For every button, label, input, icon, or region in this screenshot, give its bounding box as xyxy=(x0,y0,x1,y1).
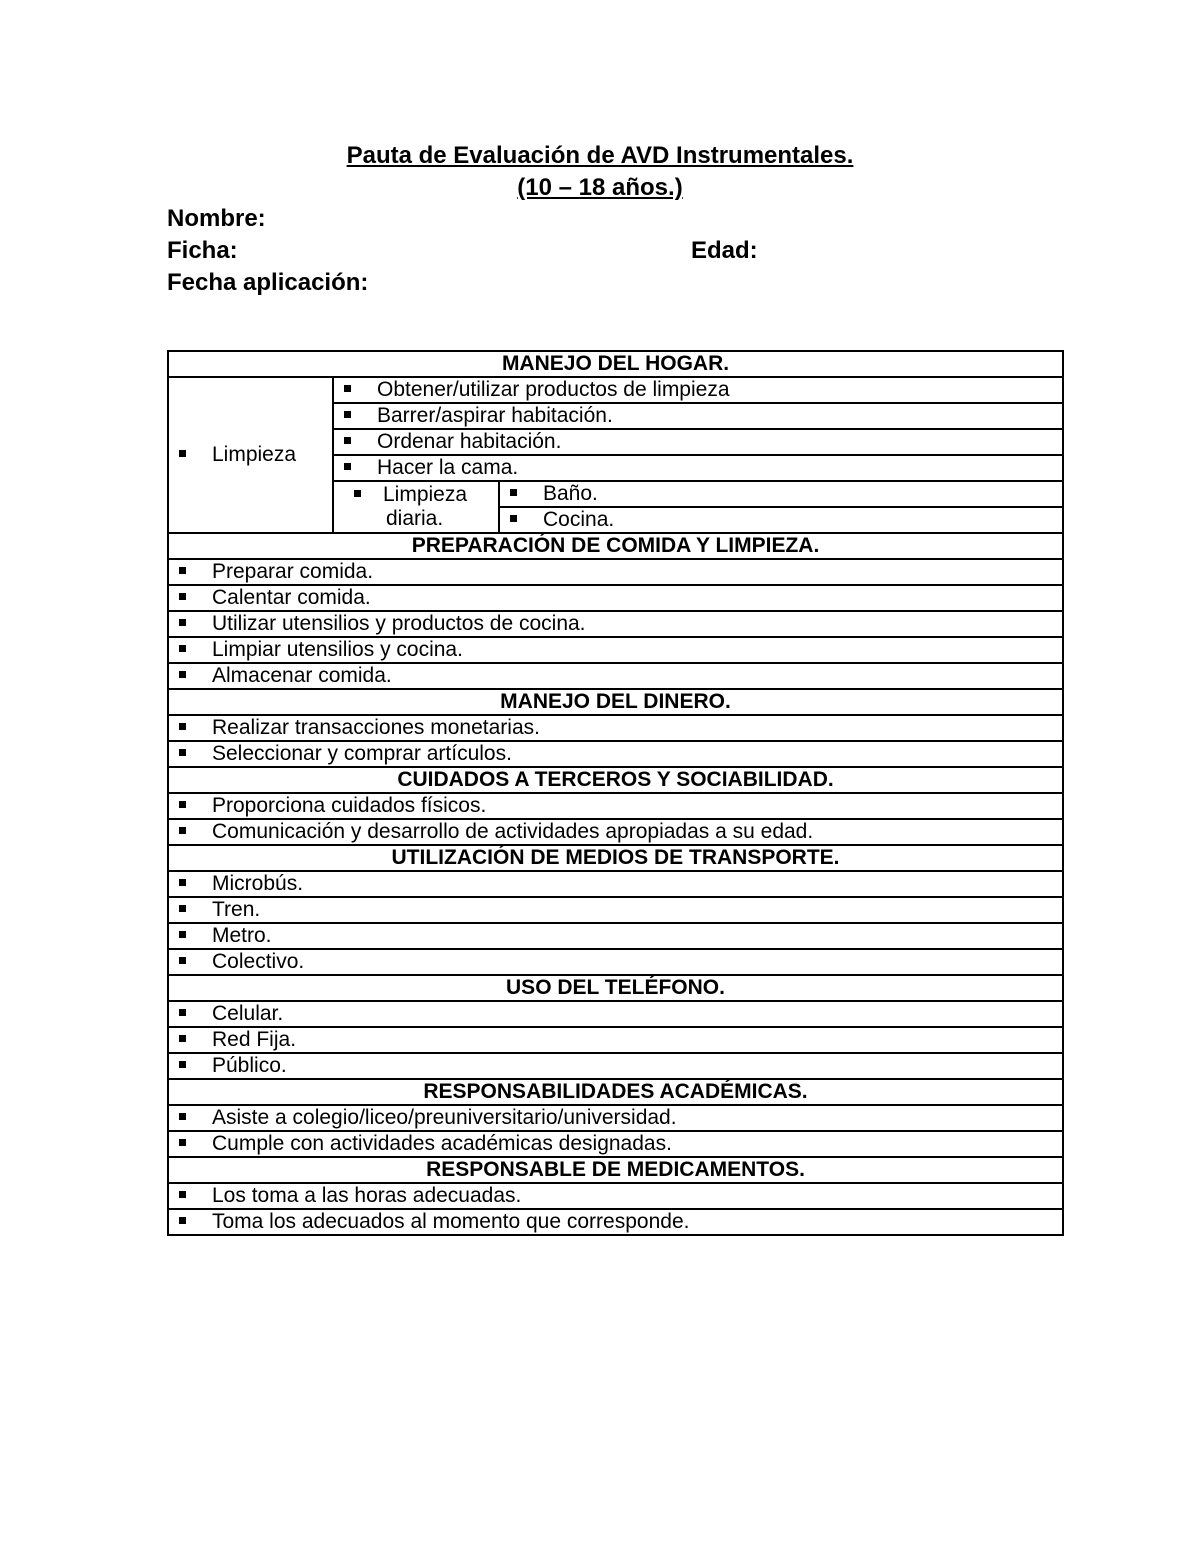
item-text: Celular. xyxy=(212,1002,284,1025)
bullet-icon xyxy=(179,450,186,457)
list-item xyxy=(168,559,1063,585)
item-text: Ordenar habitación. xyxy=(377,430,562,453)
list-item xyxy=(168,1001,1063,1027)
limpieza-diaria-cell xyxy=(333,481,499,533)
table-row xyxy=(168,1053,1063,1079)
item-text: Cocina. xyxy=(543,508,615,531)
bullet-icon xyxy=(179,957,186,964)
table-row xyxy=(168,611,1063,637)
list-item xyxy=(499,481,1063,507)
bullet-icon xyxy=(344,385,351,392)
list-item xyxy=(333,455,1063,481)
table-row xyxy=(168,1027,1063,1053)
diaria-label-line1: Limpieza xyxy=(383,483,468,506)
bullet-icon xyxy=(179,723,186,730)
bullet-icon xyxy=(179,1139,186,1146)
bullet-icon xyxy=(179,645,186,652)
table-row xyxy=(168,949,1063,975)
section-title: MANEJO DEL HOGAR. xyxy=(168,351,1063,377)
document-subtitle: (10 – 18 años.) xyxy=(517,174,683,201)
bullet-icon xyxy=(179,1009,186,1016)
item-text: Metro. xyxy=(212,924,272,947)
bullet-icon xyxy=(354,490,361,497)
item-text: Asiste a colegio/liceo/preuniversitario/universidad. xyxy=(212,1106,677,1129)
field-fecha-aplicacion: Fecha aplicación: xyxy=(167,269,369,296)
list-item xyxy=(168,1131,1063,1157)
section-title: UTILIZACIÓN DE MEDIOS DE TRANSPORTE. xyxy=(168,845,1063,871)
list-item xyxy=(168,611,1063,637)
item-text: Limpiar utensilios y cocina. xyxy=(212,638,463,661)
bullet-icon xyxy=(344,411,351,418)
item-text: Hacer la cama. xyxy=(377,456,519,479)
item-text: Barrer/aspirar habitación. xyxy=(377,404,613,427)
list-item xyxy=(168,871,1063,897)
item-text: Comunicación y desarrollo de actividades apropiadas a su edad. xyxy=(212,820,814,843)
list-item xyxy=(168,923,1063,949)
section-title: PREPARACIÓN DE COMIDA Y LIMPIEZA. xyxy=(168,533,1063,559)
table-row xyxy=(168,741,1063,767)
table-row xyxy=(168,1209,1063,1235)
bullet-icon xyxy=(179,801,186,808)
list-item xyxy=(168,949,1063,975)
table-row xyxy=(168,559,1063,585)
bullet-icon xyxy=(179,827,186,834)
item-text: Preparar comida. xyxy=(212,560,374,583)
bullet-icon xyxy=(510,515,517,522)
bullet-icon xyxy=(179,1191,186,1198)
item-text: Calentar comida. xyxy=(212,586,371,609)
table-row xyxy=(168,1183,1063,1209)
item-text: Colectivo. xyxy=(212,950,305,973)
item-text: Proporciona cuidados físicos. xyxy=(212,794,487,817)
section-header-row xyxy=(168,533,1063,559)
table-row xyxy=(168,793,1063,819)
limpieza-cell xyxy=(168,377,333,533)
item-text: Utilizar utensilios y productos de cocina. xyxy=(212,612,586,635)
section-title: MANEJO DEL DINERO. xyxy=(168,689,1063,715)
section-header-row xyxy=(168,689,1063,715)
item-text: Baño. xyxy=(543,482,598,505)
item-text: Red Fija. xyxy=(212,1028,297,1051)
bullet-icon xyxy=(179,567,186,574)
item-text: Los toma a las horas adecuadas. xyxy=(212,1184,522,1207)
list-item xyxy=(168,585,1063,611)
section-title: RESPONSABLE DE MEDICAMENTOS. xyxy=(168,1157,1063,1183)
table-row xyxy=(168,715,1063,741)
bullet-icon xyxy=(179,749,186,756)
section-header-row xyxy=(168,767,1063,793)
list-item xyxy=(168,1105,1063,1131)
list-item xyxy=(168,715,1063,741)
bullet-icon xyxy=(179,1035,186,1042)
diaria-label-line2: diaria. xyxy=(386,507,444,530)
limpieza-label: Limpieza xyxy=(212,443,297,466)
list-item xyxy=(168,741,1063,767)
bullet-icon xyxy=(179,619,186,626)
bullet-icon xyxy=(179,931,186,938)
item-text: Seleccionar y comprar artículos. xyxy=(212,742,512,765)
section-header-row xyxy=(168,975,1063,1001)
bullet-icon xyxy=(179,1113,186,1120)
list-item xyxy=(168,1053,1063,1079)
list-item xyxy=(168,1209,1063,1235)
list-item xyxy=(168,793,1063,819)
item-text: Público. xyxy=(212,1054,287,1077)
list-item xyxy=(333,429,1063,455)
list-item xyxy=(168,1027,1063,1053)
field-ficha: Ficha: xyxy=(167,237,238,264)
list-item xyxy=(168,637,1063,663)
section-title: USO DEL TELÉFONO. xyxy=(168,975,1063,1001)
section-header-row xyxy=(168,1079,1063,1105)
field-nombre: Nombre: xyxy=(167,205,266,232)
bullet-icon xyxy=(179,1217,186,1224)
table-row xyxy=(168,1131,1063,1157)
item-text: Toma los adecuados al momento que corresponde. xyxy=(212,1210,690,1233)
item-text: Obtener/utilizar productos de limpieza xyxy=(377,378,730,401)
table-row xyxy=(168,871,1063,897)
bullet-icon xyxy=(179,671,186,678)
bullet-icon xyxy=(344,437,351,444)
table-row xyxy=(168,585,1063,611)
bullet-icon xyxy=(510,489,517,496)
bullet-icon xyxy=(179,879,186,886)
bullet-icon xyxy=(179,905,186,912)
table-row xyxy=(168,663,1063,689)
table-row xyxy=(168,1105,1063,1131)
table-row xyxy=(168,923,1063,949)
section-title: CUIDADOS A TERCEROS Y SOCIABILIDAD. xyxy=(168,767,1063,793)
item-text: Tren. xyxy=(212,898,261,921)
list-item xyxy=(168,897,1063,923)
item-text: Realizar transacciones monetarias. xyxy=(212,716,540,739)
item-text: Almacenar comida. xyxy=(212,664,392,687)
list-item xyxy=(168,1183,1063,1209)
list-item xyxy=(499,507,1063,533)
item-text: Microbús. xyxy=(212,872,304,895)
table-row xyxy=(168,819,1063,845)
bullet-icon xyxy=(179,1061,186,1068)
bullet-icon xyxy=(344,463,351,470)
evaluation-table xyxy=(167,350,1064,1236)
table-row xyxy=(168,637,1063,663)
list-item xyxy=(333,377,1063,403)
list-item xyxy=(168,819,1063,845)
table-row xyxy=(168,897,1063,923)
section-header-row xyxy=(168,845,1063,871)
item-text: Cumple con actividades académicas designadas. xyxy=(212,1132,672,1155)
section-header-row xyxy=(168,1157,1063,1183)
table-row xyxy=(168,1001,1063,1027)
section-title: RESPONSABILIDADES ACADÉMICAS. xyxy=(168,1079,1063,1105)
document-title: Pauta de Evaluación de AVD Instrumentales. xyxy=(346,142,854,169)
list-item xyxy=(333,403,1063,429)
bullet-icon xyxy=(179,593,186,600)
section-header-row xyxy=(168,351,1063,377)
list-item xyxy=(168,663,1063,689)
table-row xyxy=(168,377,1063,403)
field-edad: Edad: xyxy=(691,237,758,264)
